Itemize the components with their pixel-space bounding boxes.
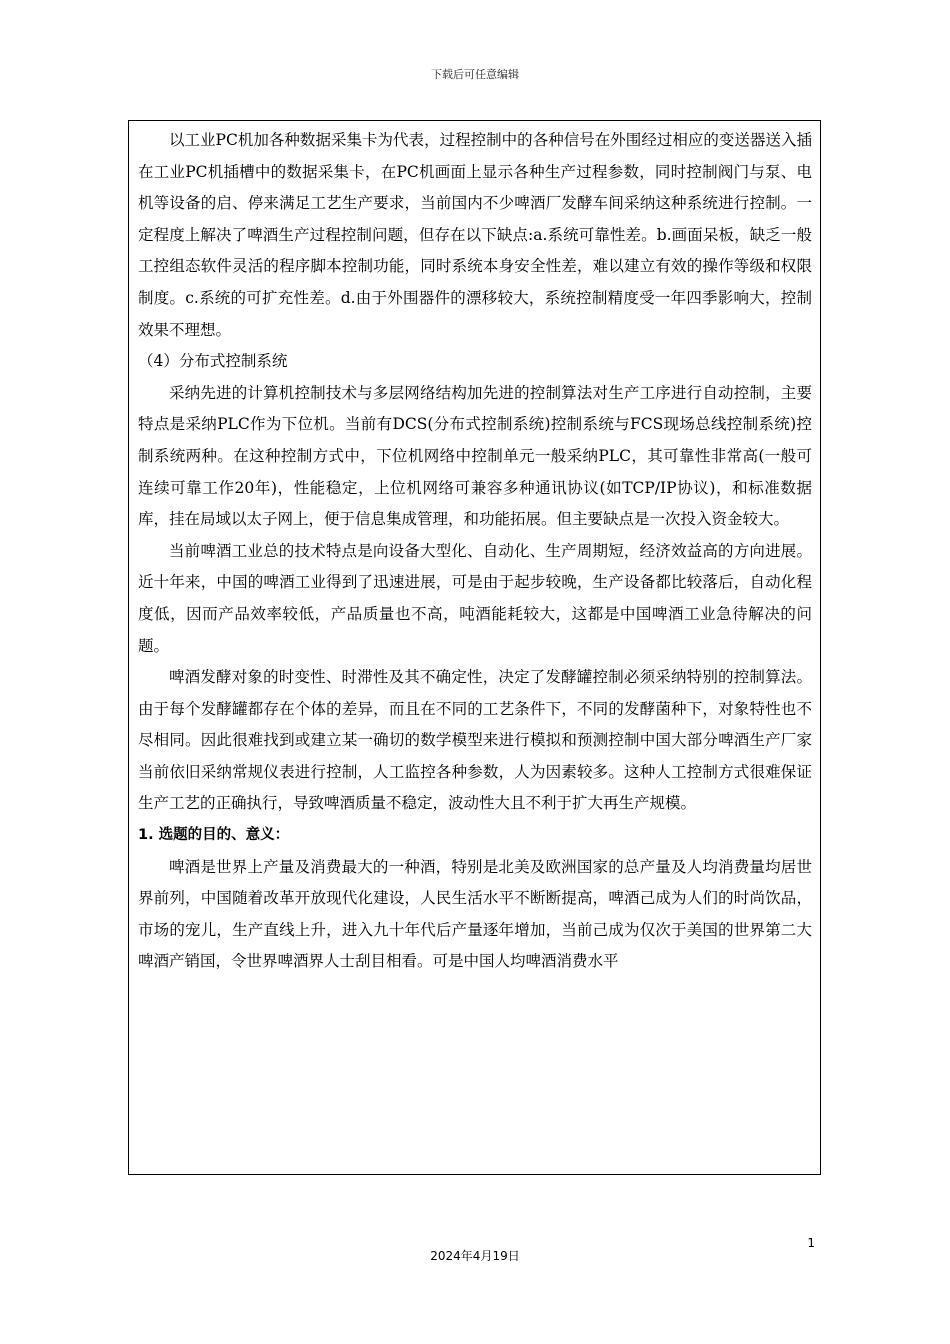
heading-purpose: 1. 选题的目的、意义： [138,827,290,844]
paragraph-fermentation: 啤酒发酵对象的时变性、时滞性及其不确定性，决定了发酵罐控制必须采纳特别的控制算法。由于每个发酵罐都存在个体的差异，而且在不同的工艺条件下，不同的发酵菌种下，对象特性也不尽相同。因此很难找到或建立某一确切的数学模型来进行模拟和预测控制中国大部分啤酒生产厂家当前依旧采纳常规仪表进行控制，人工监控各种参数，人为因素较多。这种人工控制方式很难保证生产工艺的正确执行，导致啤酒质量不稳定，波动性大且不利于扩大再生产规模。 [138,668,812,813]
footer-date: 2024年4月19日 [430,1249,520,1263]
paragraph-dcs: 采纳先进的计算机控制技术与多层网络结构加先进的控制算法对生产工序进行自动控制，主要特点是采纳PLC作为下位机。当前有DCS(分布式控制系统)控制系统与FCS现场总线控制系统)控制系统两种。在这种控制方式中，下位机网络中控制单元一般采纳PLC，其可靠性非常高(一般可连续可靠工作20年)，性能稳定，上位机网络可兼容多种通讯协议(如TCP/IP协议)，和标准数据库，挂在局域以太子网上，便于信息集成管理，和功能拓展。但主要缺点是一次投入资金较大。 [138,383,812,529]
section-distributed-control: （4）分布式控制系统 [138,352,288,371]
document-body [138,125,812,978]
page-number: 1 [807,1236,815,1250]
paragraph-pc-system: 以工业PC机加各种数据采集卡为代表，过程控制中的各种信号在外围经过相应的变送器送入插在工业PC机插槽中的数据采集卡，在PC机画面上显示各种生产过程参数，同时控制阀门与泵、电机等设备的启、停来满足工艺生产要求，当前国内不少啤酒厂发酵车间采纳这种系统进行控制。一定程度上解决了啤酒生产过程控制问题，但存在以下缺点:a.系统可靠性差。b.画面呆板，缺乏一般工控组态软件灵活的程序脚本控制功能，同时系统本身安全性差，难以建立有效的操作等级和权限制度。c.系统的可扩充性差。d.由于外围器件的漂移较大，系统控制精度受一年四季影响大，控制效果不理想。 [138,131,812,339]
paragraph-industry-trend: 当前啤酒工业总的技术特点是向设备大型化、自动化、生产周期短，经济效益高的方向进展。近十年来，中国的啤酒工业得到了迅速进展，可是由于起步较晚，生产设备都比较落后，自动化程度低，因而产品效率较低，产品质量也不高，吨酒能耗较大，这都是中国啤酒工业急待解决的问题。 [138,541,812,655]
content-frame [128,120,821,1175]
page-header: 下载后可任意编辑 [431,68,519,81]
paragraph-beer-consumption: 啤酒是世界上产量及消费最大的一种酒，特别是北美及欧洲国家的总产量及人均消费量均居世界前列，中国随着改革开放现代化建设，人民生活水平不断断提高，啤酒己成为人们的时尚饮品，市场的宠儿，生产直线上升，进入九十年代后产量逐年增加，当前己成为仅次于美国的世界第二大啤酒产销国，令世界啤酒界人士刮目相看。可是中国人均啤酒消费水平 [138,857,812,971]
